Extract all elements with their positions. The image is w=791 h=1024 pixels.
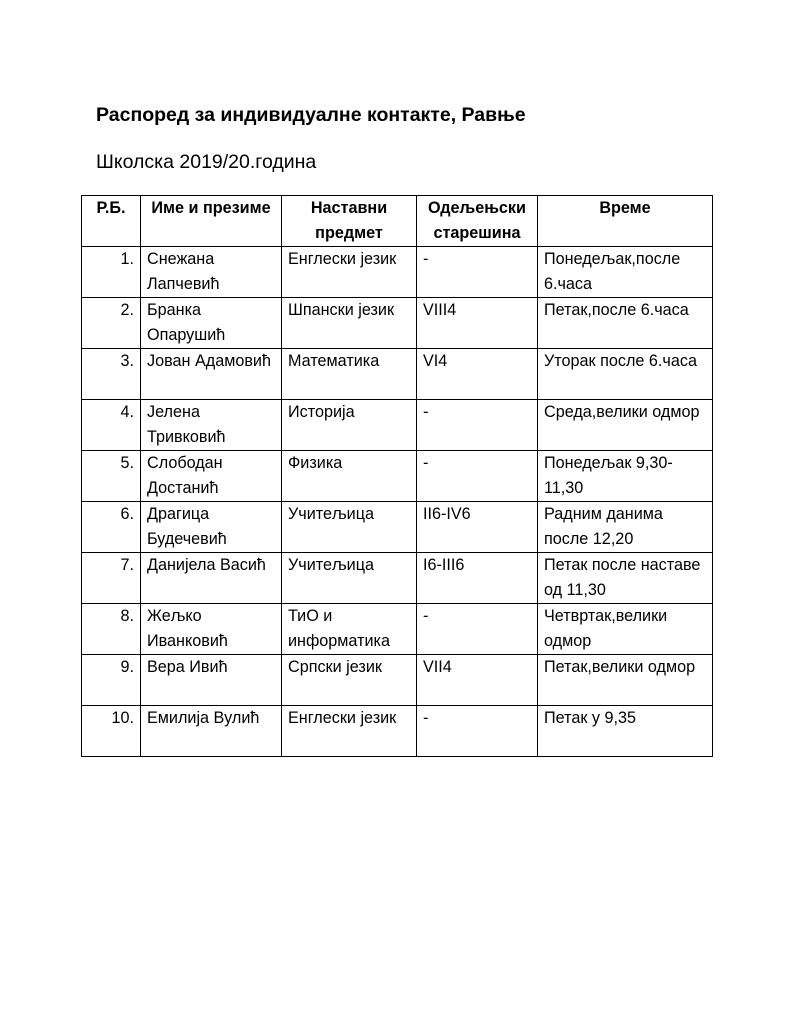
header-class: Одељењски старешина — [417, 196, 538, 247]
cell-time: Петак у 9,35 — [538, 706, 713, 757]
cell-subject: Учитељица — [282, 502, 417, 553]
cell-name: Јелена Тривковић — [141, 400, 282, 451]
cell-class: - — [417, 604, 538, 655]
table-row — [82, 706, 713, 757]
cell-class: VI4 — [417, 349, 538, 400]
cell-subject: Учитељица — [282, 553, 417, 604]
cell-rb: 1. — [82, 247, 141, 298]
cell-time: Уторак после 6.часа — [538, 349, 713, 400]
cell-subject: Математика — [282, 349, 417, 400]
cell-rb: 4. — [82, 400, 141, 451]
table-row — [82, 298, 713, 349]
cell-class: - — [417, 400, 538, 451]
cell-time: Среда,велики одмор — [538, 400, 713, 451]
cell-rb: 7. — [82, 553, 141, 604]
cell-subject: Енглески језик — [282, 247, 417, 298]
cell-time: Петак,после 6.часа — [538, 298, 713, 349]
cell-time: Понедељак,после 6.часа — [538, 247, 713, 298]
cell-name: Бранка Опарушић — [141, 298, 282, 349]
contact-schedule-table — [81, 195, 713, 757]
table-body — [82, 247, 713, 757]
cell-time: Четвртак,велики одмор — [538, 604, 713, 655]
header-time: Време — [538, 196, 713, 247]
cell-subject: Физика — [282, 451, 417, 502]
header-rb: Р.Б. — [82, 196, 141, 247]
cell-class: - — [417, 706, 538, 757]
cell-name: Жељко Иванковић — [141, 604, 282, 655]
cell-class: VII4 — [417, 655, 538, 706]
cell-subject: Енглески језик — [282, 706, 417, 757]
table-row — [82, 451, 713, 502]
cell-name: Вера Ивић — [141, 655, 282, 706]
cell-subject: ТиО и информатика — [282, 604, 417, 655]
header-subject: Наставни предмет — [282, 196, 417, 247]
cell-time: Петак после наставе од 11,30 — [538, 553, 713, 604]
school-year-subtitle: Школска 2019/20.година — [96, 151, 317, 173]
cell-time: Радним данима после 12,20 — [538, 502, 713, 553]
table-header-row — [82, 196, 713, 247]
cell-rb: 6. — [82, 502, 141, 553]
cell-rb: 2. — [82, 298, 141, 349]
table-row — [82, 400, 713, 451]
cell-name: Данијела Васић — [141, 553, 282, 604]
table-row — [82, 349, 713, 400]
cell-rb: 9. — [82, 655, 141, 706]
table-row — [82, 655, 713, 706]
cell-subject: Шпански језик — [282, 298, 417, 349]
document-title: Распоред за индивидуалне контакте, Равње — [96, 104, 526, 126]
cell-name: Снежана Лапчевић — [141, 247, 282, 298]
cell-class: II6-IV6 — [417, 502, 538, 553]
table-row — [82, 502, 713, 553]
cell-name: Драгица Будечевић — [141, 502, 282, 553]
cell-subject: Историја — [282, 400, 417, 451]
cell-time: Петак,велики одмор — [538, 655, 713, 706]
cell-class: I6-III6 — [417, 553, 538, 604]
cell-name: Слободан Достанић — [141, 451, 282, 502]
table-row — [82, 604, 713, 655]
cell-rb: 5. — [82, 451, 141, 502]
cell-rb: 10. — [82, 706, 141, 757]
cell-name: Емилија Вулић — [141, 706, 282, 757]
cell-class: VIII4 — [417, 298, 538, 349]
cell-rb: 3. — [82, 349, 141, 400]
cell-time: Понедељак 9,30-11,30 — [538, 451, 713, 502]
cell-class: - — [417, 247, 538, 298]
table-row — [82, 247, 713, 298]
cell-class: - — [417, 451, 538, 502]
cell-subject: Српски језик — [282, 655, 417, 706]
cell-name: Јован Адамовић — [141, 349, 282, 400]
cell-rb: 8. — [82, 604, 141, 655]
header-name: Име и презиме — [141, 196, 282, 247]
table-row — [82, 553, 713, 604]
